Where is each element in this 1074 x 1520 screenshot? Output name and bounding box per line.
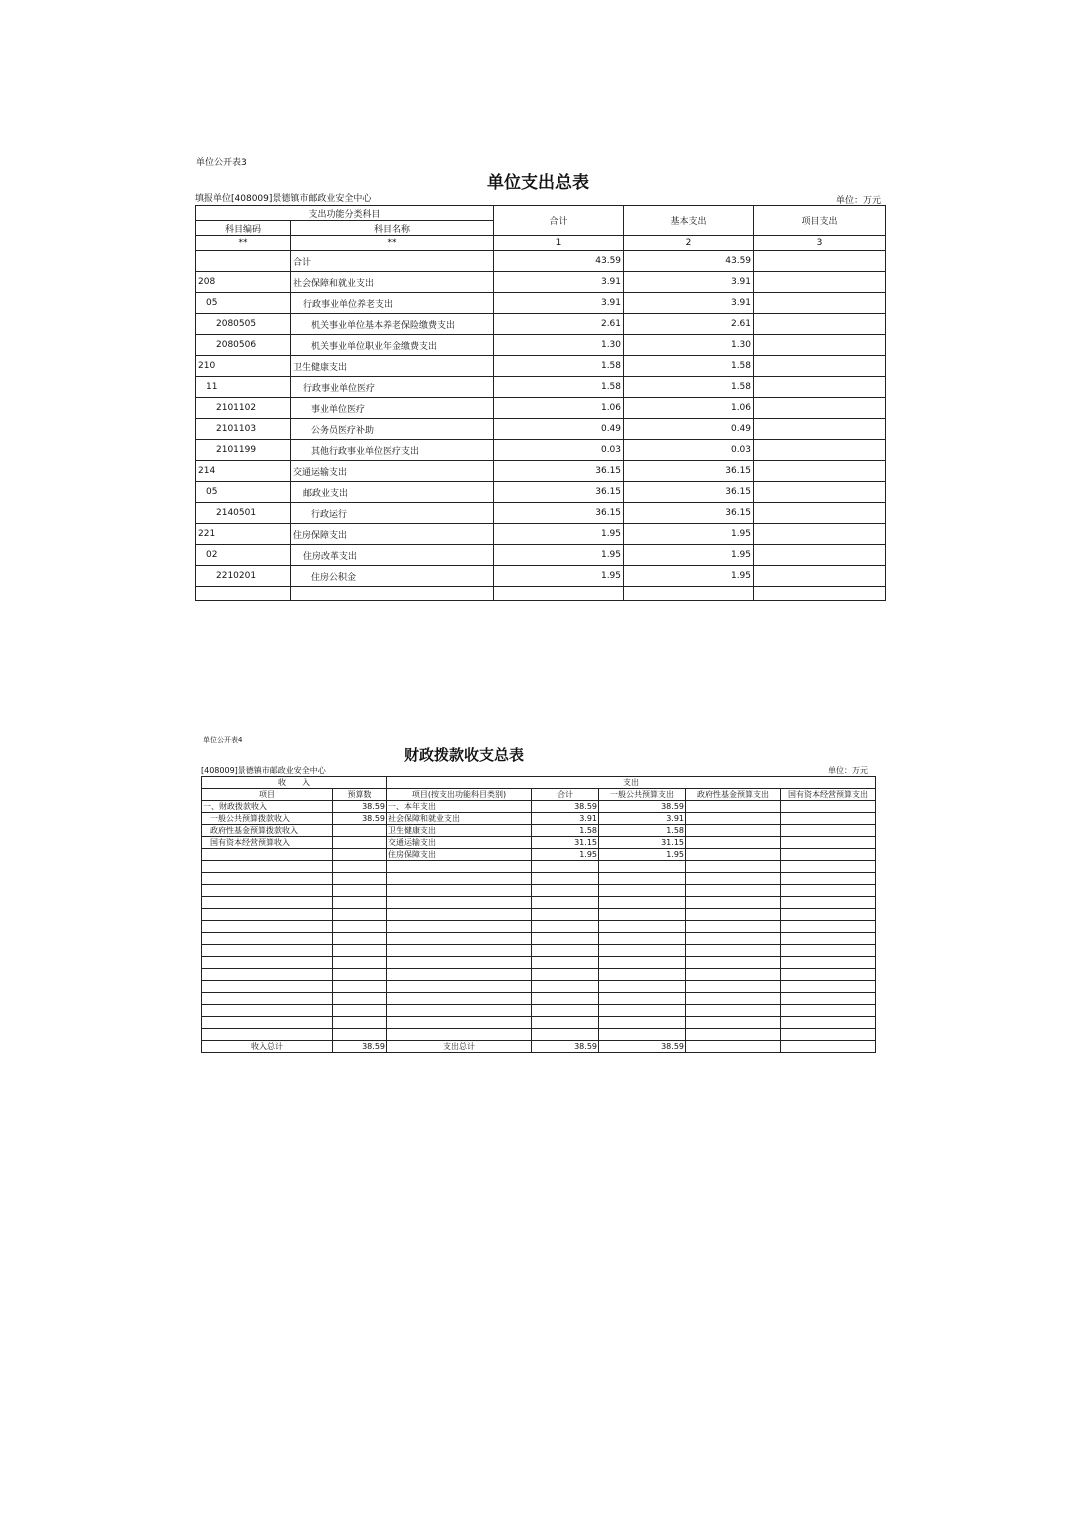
cell-basic: 3.91 (624, 272, 754, 293)
cell-general: 31.15 (599, 837, 686, 849)
general-total: 38.59 (599, 1041, 686, 1053)
cell-project (754, 524, 886, 545)
expenditure-summary-table (195, 205, 886, 601)
table-row (202, 849, 876, 861)
header-state: 国有资本经营预算支出 (781, 789, 876, 801)
cell-name: 机关事业单位职业年金缴费支出 (291, 335, 494, 356)
cell-total: 1.58 (494, 356, 624, 377)
table-row (202, 813, 876, 825)
cell-basic: 43.59 (624, 251, 754, 272)
table1-title: 单位支出总表 (487, 173, 589, 193)
table-row (202, 873, 876, 885)
cell-expense-item: 一、本年支出 (387, 801, 532, 813)
cell-name: 合计 (291, 251, 494, 272)
cell-project (754, 377, 886, 398)
cell-project (754, 545, 886, 566)
cell-income-amount (333, 825, 387, 837)
cell-fund (686, 825, 781, 837)
table-row (202, 837, 876, 849)
header-fund: 政府性基金预算支出 (686, 789, 781, 801)
cell-project (754, 566, 886, 587)
cell-state (781, 813, 876, 825)
table-row (196, 503, 886, 524)
header-num-1: 1 (494, 236, 624, 251)
cell-project (754, 356, 886, 377)
table-row (202, 1005, 876, 1017)
cell-total: 1.30 (494, 335, 624, 356)
cell-income-item (202, 849, 333, 861)
cell-name: 其他行政事业单位医疗支出 (291, 440, 494, 461)
cell-name: 邮政业支出 (291, 482, 494, 503)
cell-fund (686, 837, 781, 849)
table-row (196, 398, 886, 419)
header-expense-item: 项目(按支出功能科目类别) (387, 789, 532, 801)
cell-fund (686, 849, 781, 861)
income-total: 38.59 (333, 1041, 387, 1053)
cell-basic: 0.49 (624, 419, 754, 440)
cell-basic: 1.30 (624, 335, 754, 356)
cell-general: 1.58 (599, 825, 686, 837)
table2-tag: 单位公开表4 (203, 736, 243, 744)
expense-total: 38.59 (532, 1041, 599, 1053)
cell-basic: 1.58 (624, 377, 754, 398)
header-basic: 基本支出 (624, 206, 754, 236)
cell-name: 机关事业单位基本养老保险缴费支出 (291, 314, 494, 335)
table-row (196, 545, 886, 566)
table2-unit-name: [408009]景德镇市邮政业安全中心 (201, 766, 326, 775)
cell-expense-total: 3.91 (532, 813, 599, 825)
cell-project (754, 440, 886, 461)
cell-project (754, 398, 886, 419)
cell-code (196, 251, 291, 272)
cell-expense-item: 卫生健康支出 (387, 825, 532, 837)
table-row (202, 825, 876, 837)
cell-code: 2101103 (196, 419, 291, 440)
cell-project (754, 335, 886, 356)
table-row (202, 1017, 876, 1029)
cell-code: 05 (196, 293, 291, 314)
cell-expense-total: 1.58 (532, 825, 599, 837)
table-row (202, 981, 876, 993)
table-row (196, 524, 886, 545)
cell-total: 2.61 (494, 314, 624, 335)
table-row (202, 861, 876, 873)
cell-general: 1.95 (599, 849, 686, 861)
cell-income-item: 一般公共预算拨款收入 (202, 813, 333, 825)
cell-project (754, 293, 886, 314)
cell-expense-item: 交通运输支出 (387, 837, 532, 849)
cell-basic: 1.95 (624, 545, 754, 566)
table-row (202, 1029, 876, 1041)
table-row (202, 801, 876, 813)
table-row (196, 461, 886, 482)
table-row (202, 885, 876, 897)
table-row (196, 566, 886, 587)
cell-project (754, 461, 886, 482)
cell-expense-total: 1.95 (532, 849, 599, 861)
table2-currency-unit: 单位：万元 (828, 766, 868, 775)
header-name-star: ** (291, 236, 494, 251)
cell-basic: 1.58 (624, 356, 754, 377)
cell-code: 02 (196, 545, 291, 566)
cell-total: 1.06 (494, 398, 624, 419)
cell-total: 3.91 (494, 272, 624, 293)
cell-code: 2101102 (196, 398, 291, 419)
cell-name: 行政运行 (291, 503, 494, 524)
table-row (196, 440, 886, 461)
cell-expense-item: 社会保障和就业支出 (387, 813, 532, 825)
cell-code: 2080506 (196, 335, 291, 356)
cell-name: 交通运输支出 (291, 461, 494, 482)
header-total: 合计 (532, 789, 599, 801)
header-item: 项目 (202, 789, 333, 801)
table-row (196, 587, 886, 601)
cell-code: 11 (196, 377, 291, 398)
table-row (196, 272, 886, 293)
cell-name: 住房公积金 (291, 566, 494, 587)
table-row (202, 993, 876, 1005)
cell-name: 卫生健康支出 (291, 356, 494, 377)
cell-total: 1.95 (494, 524, 624, 545)
cell-code: 214 (196, 461, 291, 482)
cell-general: 38.59 (599, 801, 686, 813)
table-row (202, 969, 876, 981)
cell-expense-total: 31.15 (532, 837, 599, 849)
table1-unit-name: 填报单位[408009]景德镇市邮政业安全中心 (195, 194, 372, 204)
table1-currency-unit: 单位：万元 (836, 196, 882, 206)
header-num-2: 2 (624, 236, 754, 251)
header-expense: 支出 (387, 777, 876, 789)
cell-code: 2080505 (196, 314, 291, 335)
cell-basic: 36.15 (624, 461, 754, 482)
cell-name: 行政事业单位养老支出 (291, 293, 494, 314)
cell-basic: 36.15 (624, 503, 754, 524)
cell-name: 社会保障和就业支出 (291, 272, 494, 293)
cell-name: 住房改革支出 (291, 545, 494, 566)
cell-code: 2210201 (196, 566, 291, 587)
cell-name: 公务员医疗补助 (291, 419, 494, 440)
table-row (196, 335, 886, 356)
cell-basic: 1.95 (624, 566, 754, 587)
table-footer-row (202, 1041, 876, 1053)
cell-income-amount (333, 849, 387, 861)
header-code: 科目编码 (196, 221, 291, 236)
cell-state (781, 837, 876, 849)
header-project: 项目支出 (754, 206, 886, 236)
cell-basic: 2.61 (624, 314, 754, 335)
cell-income-item: 一、财政拨款收入 (202, 801, 333, 813)
cell-total: 0.03 (494, 440, 624, 461)
cell-income-amount: 38.59 (333, 801, 387, 813)
cell-income-item: 国有资本经营预算收入 (202, 837, 333, 849)
header-code-star: ** (196, 236, 291, 251)
cell-income-amount (333, 837, 387, 849)
cell-name: 事业单位医疗 (291, 398, 494, 419)
table-row (202, 933, 876, 945)
table-row (196, 251, 886, 272)
cell-income-amount: 38.59 (333, 813, 387, 825)
cell-project (754, 503, 886, 524)
table1-tag: 单位公开表3 (196, 158, 247, 168)
cell-total: 1.58 (494, 377, 624, 398)
cell-fund (686, 801, 781, 813)
header-total: 合计 (494, 206, 624, 236)
cell-code: 221 (196, 524, 291, 545)
cell-code: 2101199 (196, 440, 291, 461)
cell-general: 3.91 (599, 813, 686, 825)
cell-code: 208 (196, 272, 291, 293)
table-row (202, 897, 876, 909)
cell-basic: 1.06 (624, 398, 754, 419)
cell-code: 210 (196, 356, 291, 377)
table-row (196, 419, 886, 440)
header-general: 一般公共预算支出 (599, 789, 686, 801)
cell-project (754, 419, 886, 440)
cell-total: 36.15 (494, 482, 624, 503)
cell-total: 1.95 (494, 545, 624, 566)
cell-total: 0.49 (494, 419, 624, 440)
cell-basic: 3.91 (624, 293, 754, 314)
header-function-group: 支出功能分类科目 (196, 206, 494, 221)
cell-expense-total: 38.59 (532, 801, 599, 813)
cell-expense-item: 住房保障支出 (387, 849, 532, 861)
cell-code: 2140501 (196, 503, 291, 524)
table-row (202, 957, 876, 969)
table-row (202, 945, 876, 957)
table-row (196, 293, 886, 314)
cell-name: 行政事业单位医疗 (291, 377, 494, 398)
cell-project (754, 482, 886, 503)
cell-name: 住房保障支出 (291, 524, 494, 545)
cell-basic: 36.15 (624, 482, 754, 503)
table-row (196, 356, 886, 377)
cell-total: 1.95 (494, 566, 624, 587)
table-row (202, 921, 876, 933)
fiscal-allocation-table (201, 776, 876, 1053)
header-income: 收 入 (202, 777, 387, 789)
cell-basic: 0.03 (624, 440, 754, 461)
header-name: 科目名称 (291, 221, 494, 236)
table-row (196, 314, 886, 335)
income-total-label: 收入总计 (202, 1041, 333, 1053)
cell-code: 05 (196, 482, 291, 503)
cell-total: 3.91 (494, 293, 624, 314)
cell-total: 43.59 (494, 251, 624, 272)
cell-state (781, 801, 876, 813)
table-row (196, 377, 886, 398)
cell-state (781, 849, 876, 861)
cell-fund (686, 813, 781, 825)
expense-total-label: 支出总计 (387, 1041, 532, 1053)
cell-project (754, 314, 886, 335)
cell-total: 36.15 (494, 461, 624, 482)
cell-state (781, 825, 876, 837)
cell-project (754, 272, 886, 293)
cell-basic: 1.95 (624, 524, 754, 545)
header-budget: 预算数 (333, 789, 387, 801)
header-num-3: 3 (754, 236, 886, 251)
cell-income-item: 政府性基金预算拨款收入 (202, 825, 333, 837)
table-row (196, 482, 886, 503)
table-row (202, 909, 876, 921)
table2-title: 财政拨款收支总表 (404, 746, 525, 764)
cell-project (754, 251, 886, 272)
cell-total: 36.15 (494, 503, 624, 524)
